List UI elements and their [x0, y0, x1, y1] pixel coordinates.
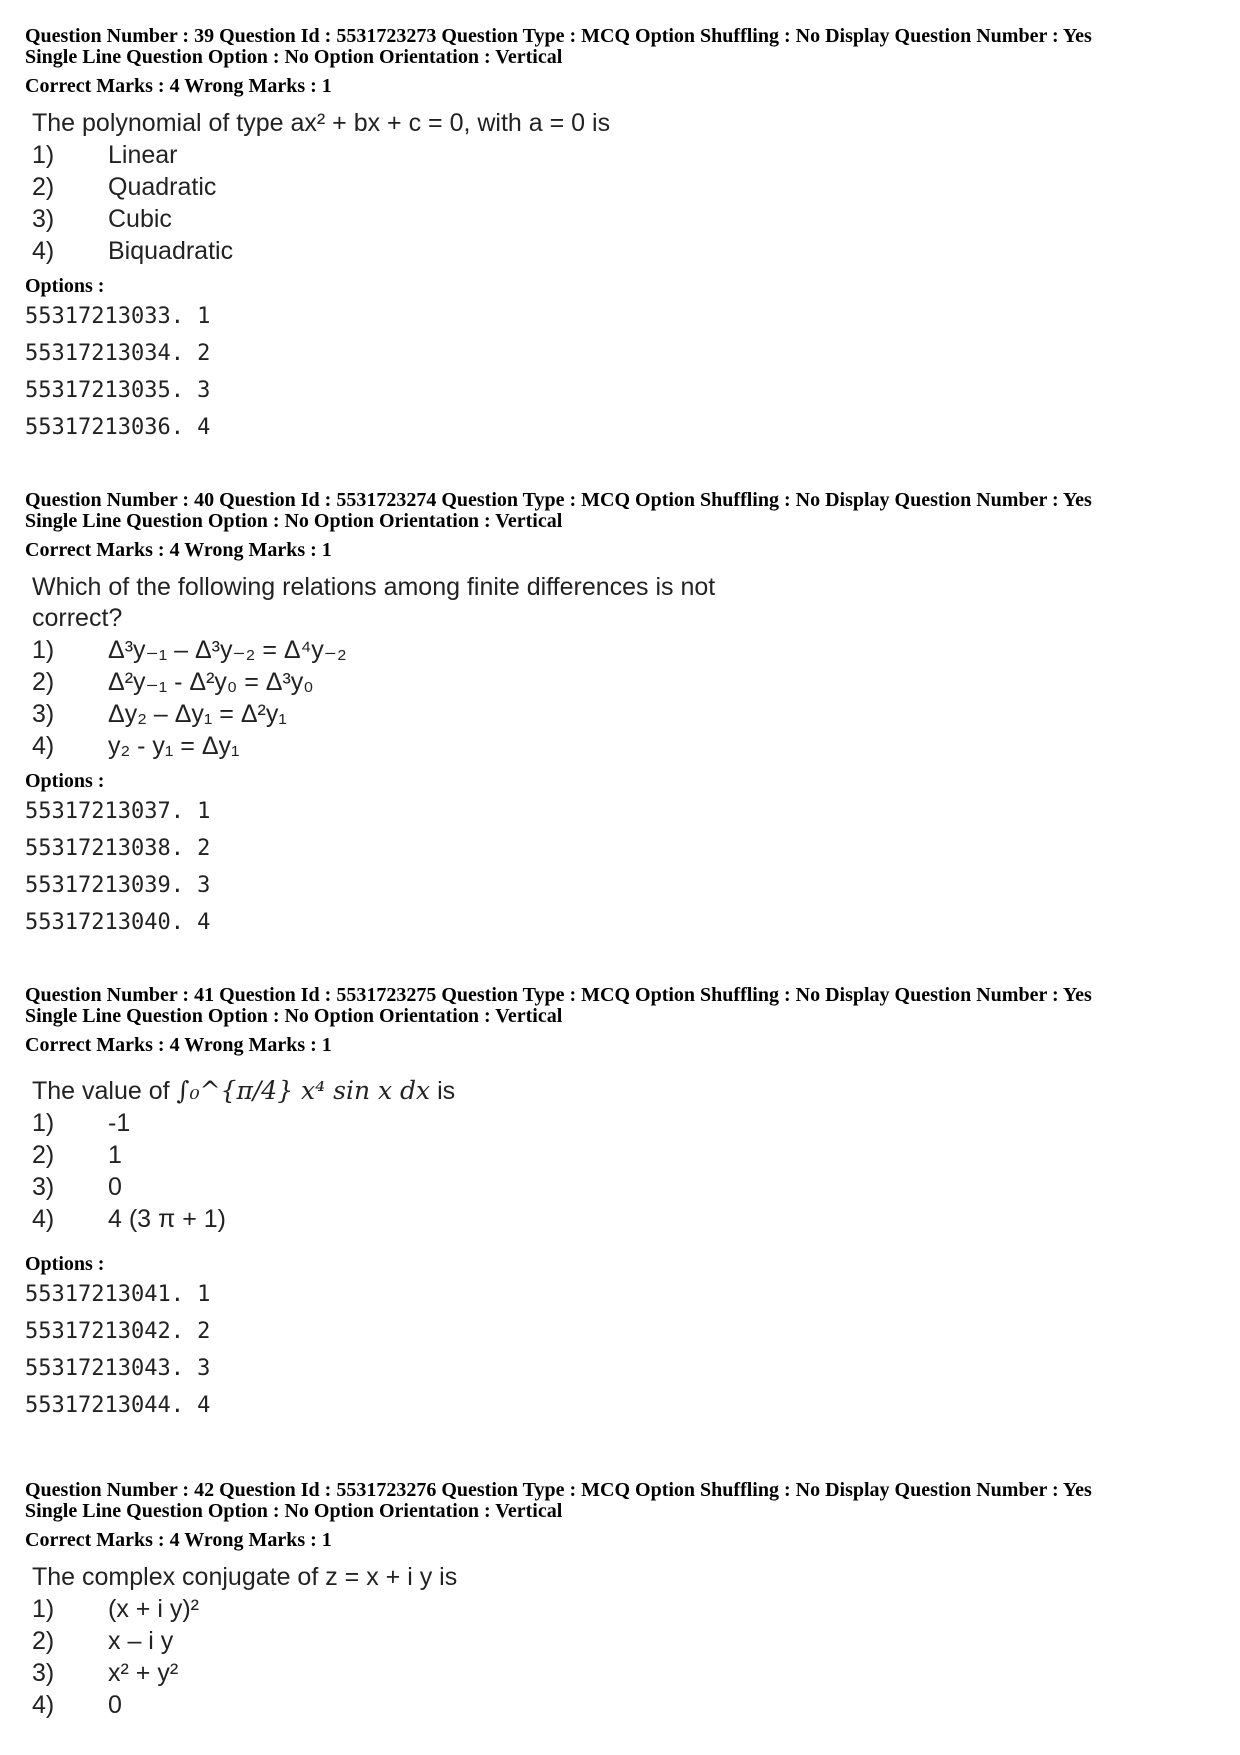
- question-stem: [32, 1075, 1215, 1107]
- question-stem-line1: Which of the following relations among finite differences is not: [32, 573, 716, 601]
- choice-number: 3): [32, 700, 55, 728]
- choice-row: [32, 1139, 1215, 1171]
- option-code: 55317213041. 1: [25, 1282, 211, 1307]
- choice-text: 1: [108, 1141, 122, 1169]
- choice-text: Δ²y₋₁ - Δ²y₀ = Δ³y₀: [108, 668, 314, 696]
- choice-number: 4): [32, 1691, 55, 1719]
- choice-number: 3): [32, 1173, 55, 1201]
- choice-row: [32, 634, 1215, 666]
- choice-number: 3): [32, 205, 55, 233]
- choice-row: [32, 1203, 1215, 1235]
- question-meta-line1: Question Number : 42 Question Id : 5531723276 Question Type : MCQ Option Shuffling : No Display Question Number : Yes: [25, 1479, 1092, 1501]
- choice-row: [32, 1593, 1215, 1625]
- choice-row: [32, 1107, 1215, 1139]
- choice-row: [32, 730, 1215, 762]
- option-code: 55317213035. 3: [25, 378, 211, 403]
- choice-number: 4): [32, 732, 55, 760]
- choice-number: 2): [32, 1627, 55, 1655]
- choice-text: Δ³y₋₁ – Δ³y₋₂ = Δ⁴y₋₂: [108, 636, 347, 664]
- choice-text: Biquadratic: [108, 237, 234, 265]
- marks-line: Correct Marks : 4 Wrong Marks : 1: [25, 539, 332, 561]
- choice-text: 0: [108, 1173, 122, 1201]
- choice-text: (x + i y)²: [108, 1595, 199, 1623]
- choice-row: [32, 1171, 1215, 1203]
- marks-line: Correct Marks : 4 Wrong Marks : 1: [25, 1034, 332, 1056]
- option-code: 55317213042. 2: [25, 1319, 211, 1344]
- choice-row: [32, 698, 1215, 730]
- choice-text: x² + y²: [108, 1659, 179, 1687]
- choice-number: 1): [32, 636, 55, 664]
- options-label: Options :: [25, 1253, 105, 1275]
- option-code: 55317213043. 3: [25, 1356, 211, 1381]
- question-block-42: [25, 1480, 1215, 1721]
- stem-prefix: The value of: [32, 1077, 170, 1105]
- question-block-41: [25, 985, 1215, 1424]
- choice-number: 1): [32, 1595, 55, 1623]
- choice-row: [32, 1657, 1215, 1689]
- choice-text: Cubic: [108, 205, 172, 233]
- question-stem: The polynomial of type ax² + bx + c = 0, with a = 0 is: [32, 109, 611, 137]
- choice-row: [32, 203, 1215, 235]
- choice-number: 2): [32, 1141, 55, 1169]
- question-meta-line2: Single Line Question Option : No Option Orientation : Vertical: [25, 510, 563, 532]
- question-meta-line1: Question Number : 41 Question Id : 5531723275 Question Type : MCQ Option Shuffling : No Display Question Number : Yes: [25, 984, 1092, 1006]
- question-meta-line2: Single Line Question Option : No Option Orientation : Vertical: [25, 46, 563, 68]
- choice-number: 1): [32, 141, 55, 169]
- question-meta-line1: Question Number : 40 Question Id : 5531723274 Question Type : MCQ Option Shuffling : No Display Question Number : Yes: [25, 489, 1092, 511]
- options-label: Options :: [25, 770, 105, 792]
- question-meta-line2: Single Line Question Option : No Option Orientation : Vertical: [25, 1500, 563, 1522]
- choice-text: y₂ - y₁ = Δy₁: [108, 732, 240, 760]
- integral-expression: ∫₀^{π/4} x⁴ sin x dx: [176, 1076, 431, 1105]
- options-label: Options :: [25, 275, 105, 297]
- choice-row: [32, 139, 1215, 171]
- question-meta-line1: Question Number : 39 Question Id : 5531723273 Question Type : MCQ Option Shuffling : No Display Question Number : Yes: [25, 25, 1092, 47]
- choice-row: [32, 171, 1215, 203]
- question-image: [32, 572, 1215, 762]
- choice-text: Δy₂ – Δy₁ = Δ²y₁: [108, 700, 287, 728]
- option-code: 55317213044. 4: [25, 1393, 211, 1418]
- question-stem-line2: correct?: [32, 604, 123, 632]
- choice-text: Linear: [108, 141, 178, 169]
- choice-row: [32, 1625, 1215, 1657]
- question-block-40: [25, 490, 1215, 941]
- question-meta-line2: Single Line Question Option : No Option Orientation : Vertical: [25, 1005, 563, 1027]
- marks-line: Correct Marks : 4 Wrong Marks : 1: [25, 1529, 332, 1551]
- option-code: 55317213037. 1: [25, 799, 211, 824]
- marks-line: Correct Marks : 4 Wrong Marks : 1: [25, 75, 332, 97]
- option-code: 55317213038. 2: [25, 836, 211, 861]
- question-image: [32, 1075, 1215, 1235]
- choice-number: 3): [32, 1659, 55, 1687]
- choice-text: -1: [108, 1109, 131, 1137]
- choice-number: 2): [32, 173, 55, 201]
- option-code: 55317213033. 1: [25, 304, 211, 329]
- choice-number: 4): [32, 237, 55, 265]
- choice-row: [32, 666, 1215, 698]
- choice-row: [32, 1689, 1215, 1721]
- question-block-39: [25, 26, 1215, 446]
- question-stem: The complex conjugate of z = x + i y is: [32, 1563, 458, 1591]
- choice-row: [32, 235, 1215, 267]
- choice-text: Quadratic: [108, 173, 217, 201]
- choice-number: 1): [32, 1109, 55, 1137]
- choice-number: 4): [32, 1205, 55, 1233]
- option-code: 55317213034. 2: [25, 341, 211, 366]
- option-code: 55317213036. 4: [25, 415, 211, 440]
- choice-number: 2): [32, 668, 55, 696]
- question-image: [32, 108, 1215, 267]
- option-code: 55317213040. 4: [25, 910, 211, 935]
- choice-text: 0: [108, 1691, 122, 1719]
- option-code: 55317213039. 3: [25, 873, 211, 898]
- question-image: [32, 1562, 1215, 1721]
- choice-text: x – i y: [108, 1627, 174, 1655]
- stem-suffix: is: [437, 1077, 456, 1105]
- choice-text: 4 (3 π + 1): [108, 1205, 226, 1233]
